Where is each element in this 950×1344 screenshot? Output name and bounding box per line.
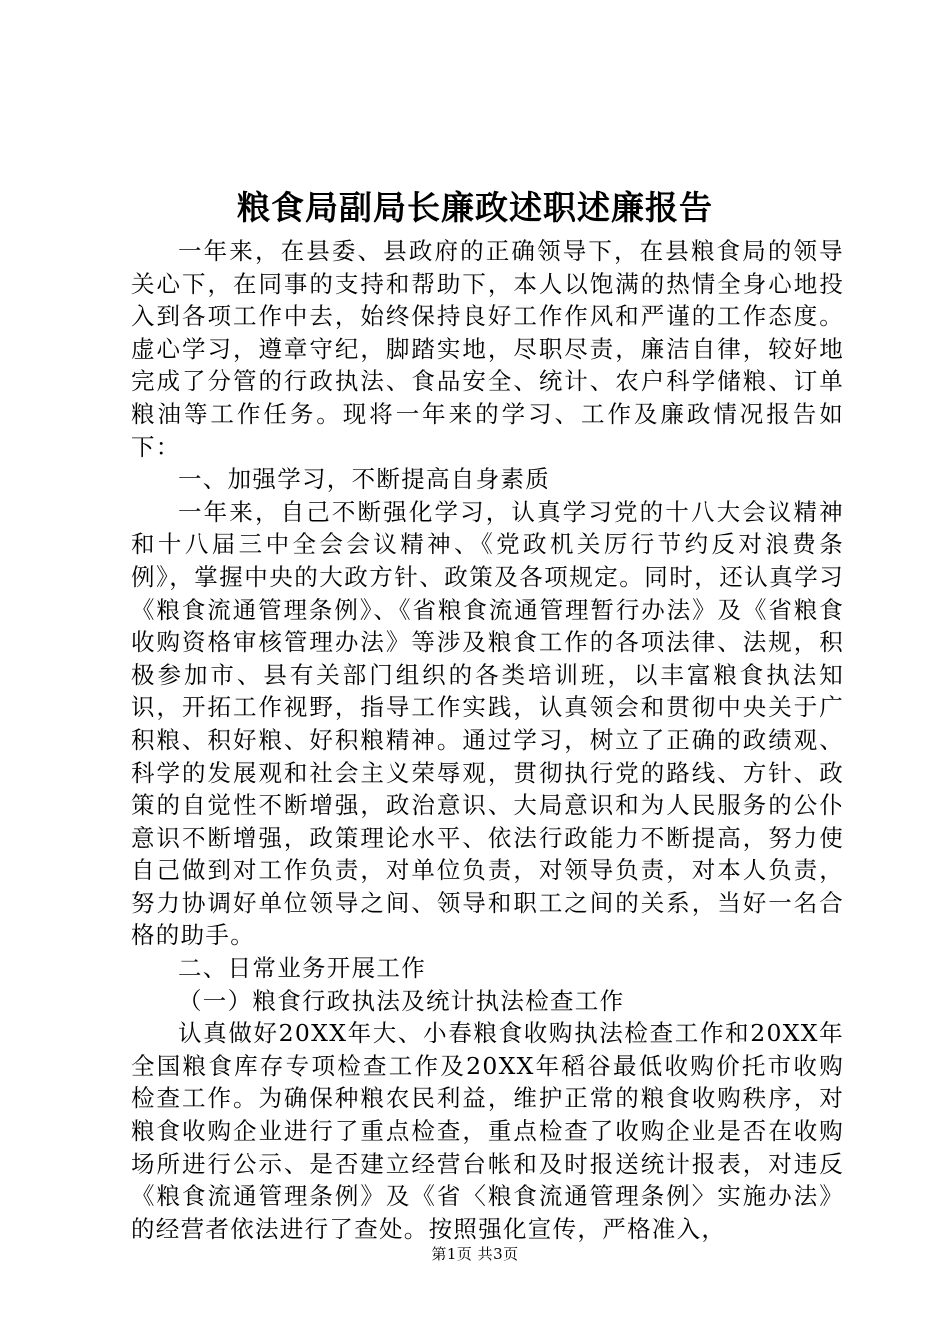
subsection-heading-1: （一）粮食行政执法及统计执法检查工作 [178,986,625,1015]
section-heading-1: 一、加强学习，不断提高自身素质 [178,465,550,494]
document-title: 粮食局副局长廉政述职述廉报告 [237,188,713,227]
page-footer: 第1页 共3页 [431,1245,519,1263]
intro-paragraph: 一年来，在县委、县政府的正确领导下，在县粮食局的领导关心下，在同事的支持和帮助下，本人以饱满的热情全身心地投入到各项工作中去，始终保持良好工作作风和严谨的工作态度。虚心学习，遵章守纪，脚踏实地，尽职尽责，廉洁自律，较好地完成了分管的行政执法、食品安全、统计、农户科学储粮、订单粮油等工作任务。现将一年来的学习、工作及廉政情况报告如下： [131,237,844,461]
document-body [131,235,844,1245]
enforcement-paragraph: 认真做好20XX年大、小春粮食收购执法检查工作和20XX年全国粮食库存专项检查工作及20XX年稻谷最低收购价托市收购检查工作。为确保种粮农民利益，维护正常的粮食收购秩序，对粮食收购企业进行了重点检查，重点检查了收购企业是否在收购场所进行公示、是否建立经营台帐和及时报送统计报表，对违反《粮食流通管理条例》及《省〈粮食流通管理条例〉实施办法》的经营者依法进行了查处。按照强化宣传，严格准入， [131,1019,844,1243]
study-paragraph: 一年来，自己不断强化学习，认真学习党的十八大会议精神和十八届三中全会会议精神、《党政机关厉行节约反对浪费条例》，掌握中央的大政方针、政策及各项规定。同时，还认真学习《粮食流通管理条例》、《省粮食流通管理暂行办法》及《省粮食收购资格审核管理办法》等涉及粮食工作的各项法律、法规，积极参加市、县有关部门组织的各类培训班，以丰富粮食执法知识，开拓工作视野，指导工作实践，认真领会和贯彻中央关于广积粮、积好粮、好积粮精神。通过学习，树立了正确的政绩观、科学的发展观和社会主义荣辱观，贯彻执行党的路线、方针、政策的自觉性不断增强，政治意识、大局意识和为人民服务的公仆意识不断增强，政策理论水平、依法行政能力不断提高，努力使自己做到对工作负责，对单位负责，对领导负责，对本人负责，努力协调好单位领导之间、领导和职工之间的关系，当好一名合格的助手。 [131,497,844,950]
section-heading-2: 二、日常业务开展工作 [178,954,426,983]
